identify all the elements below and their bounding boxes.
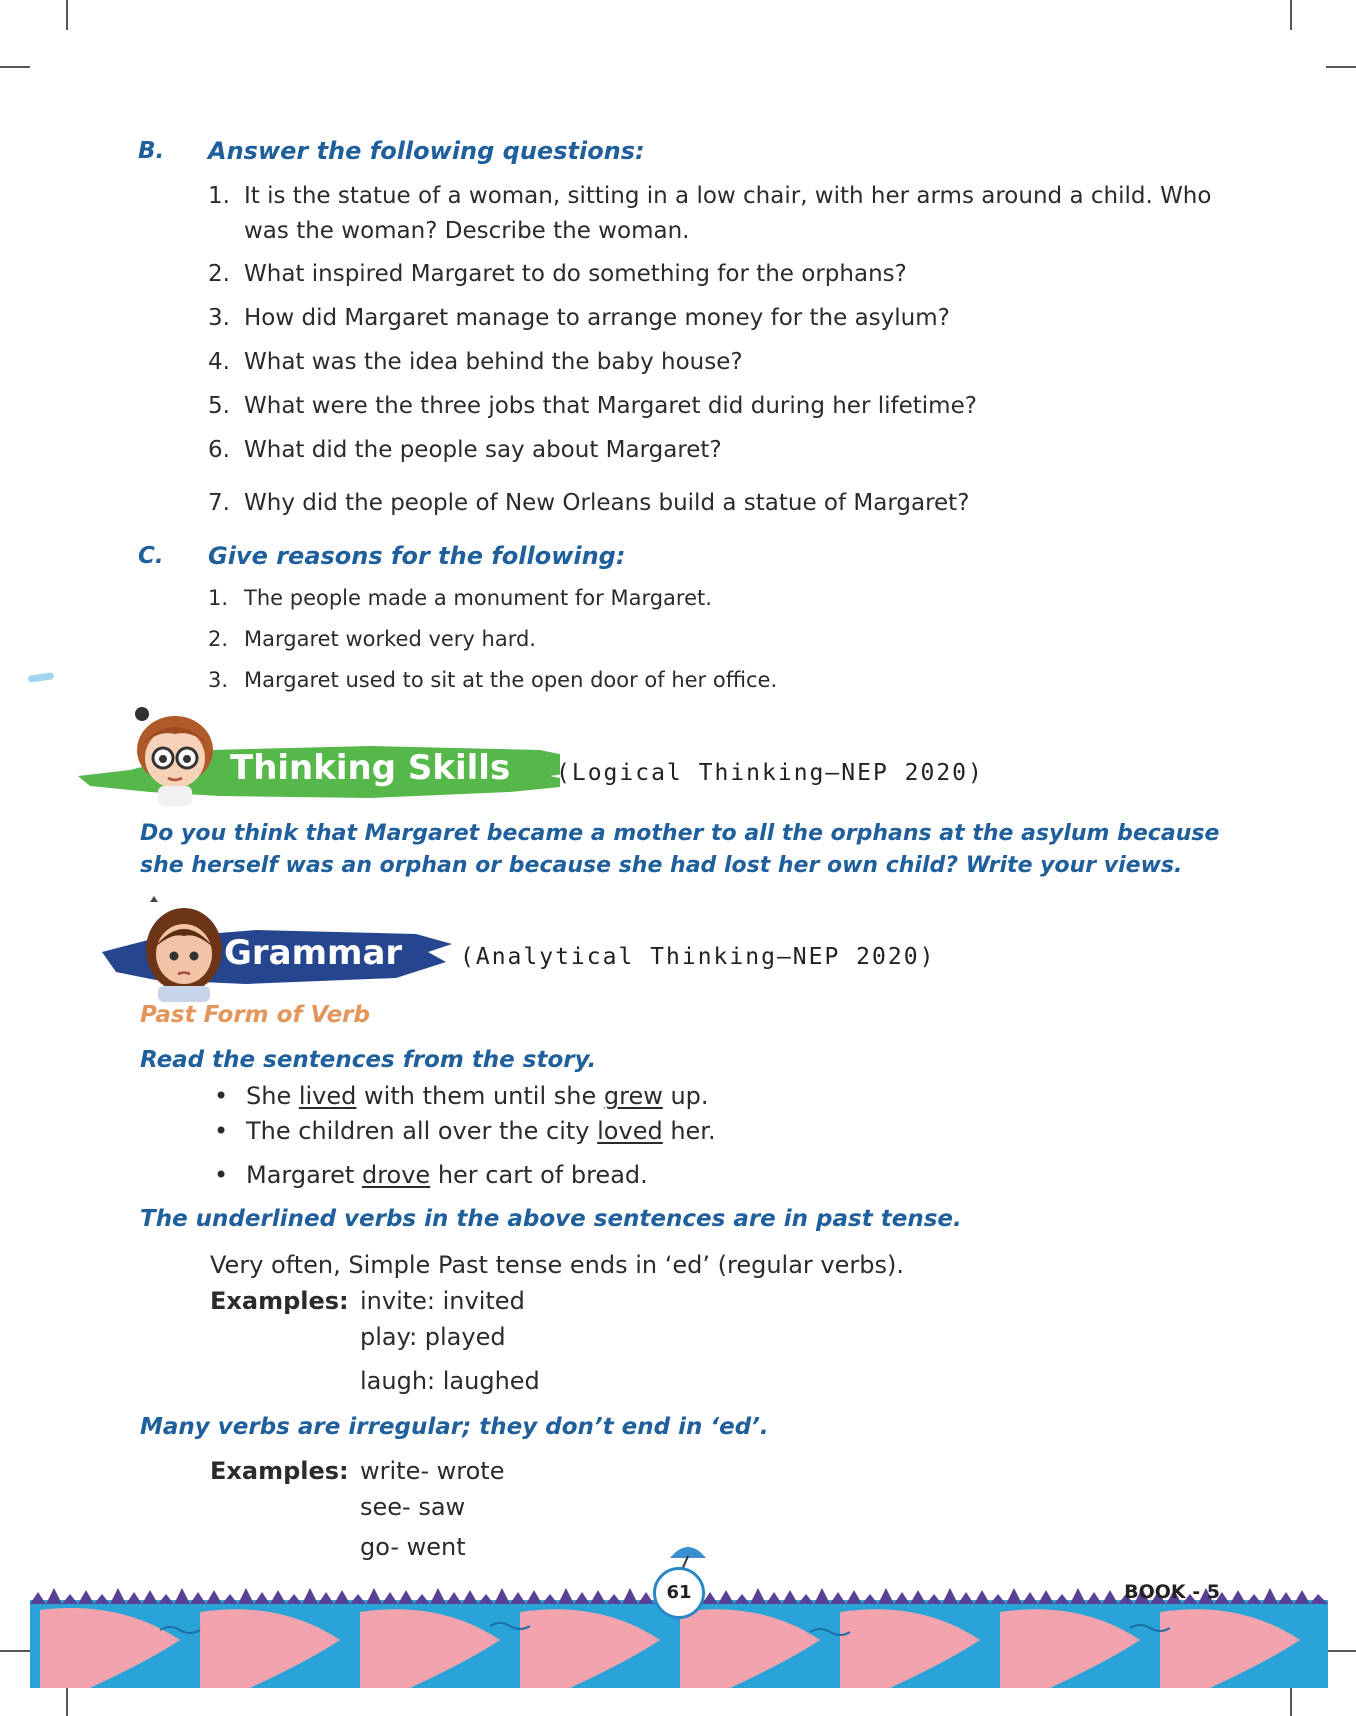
reason-text: Margaret used to sit at the open door of her office.: [244, 668, 778, 692]
thinking-prompt: Do you think that Margaret became a mother to all the orphans at the asylum because she herself was an orphan or because she had lost her own child? Write your views.: [140, 821, 1220, 878]
question-text: What inspired Margaret to do something for the orphans?: [244, 261, 907, 287]
grammar-note: (Analytical Thinking—NEP 2020): [460, 944, 936, 970]
irregular-example-1: write- wrote: [360, 1457, 505, 1485]
question-number: 5.: [208, 393, 230, 419]
bullet-dot: •: [214, 1082, 229, 1110]
question-number: 3.: [208, 305, 230, 331]
reason-number: 2.: [208, 627, 229, 651]
regular-example-1: invite: invited: [360, 1287, 525, 1315]
question-number: 1.: [208, 183, 230, 209]
section-c-letter: C.: [138, 543, 164, 569]
question-number: 6.: [208, 437, 230, 463]
regular-example-2: play: played: [360, 1323, 506, 1351]
reason-text: The people made a monument for Margaret.: [244, 586, 712, 610]
regular-examples-label: Examples:: [210, 1287, 349, 1315]
reason-text: Margaret worked very hard.: [244, 627, 536, 651]
reason-number: 1.: [208, 586, 229, 610]
section-b-letter: B.: [138, 138, 165, 164]
reason-number: 3.: [208, 668, 229, 692]
question-number: 7.: [208, 490, 230, 516]
underlined-verb: drove: [361, 1161, 431, 1189]
thinking-skills-title: Thinking Skills: [230, 748, 511, 788]
sentence-text: The children all over the city loved her.: [246, 1117, 716, 1145]
irregular-examples-label: Examples:: [210, 1457, 349, 1485]
crop-mark: [1290, 0, 1292, 30]
girl-portrait-icon: [146, 896, 222, 1002]
question-number: 4.: [208, 349, 230, 375]
thinking-skills-note: (Logical Thinking—NEP 2020): [556, 760, 984, 786]
crop-mark: [66, 1686, 68, 1716]
section-c-title: Give reasons for the following:: [208, 542, 626, 570]
crop-mark: [1326, 1650, 1356, 1652]
section-b-title: Answer the following questions:: [208, 137, 645, 165]
question-text: What were the three jobs that Margaret did during her lifetime?: [244, 393, 977, 419]
crop-mark: [66, 0, 68, 30]
crop-mark: [1290, 1686, 1292, 1716]
crop-mark: [1326, 66, 1356, 68]
bullet-dot: •: [214, 1161, 229, 1189]
grammar-title: Grammar: [224, 933, 403, 973]
irregular-example-2: see- saw: [360, 1493, 466, 1521]
sentence-text: She lived with them until she grew up.: [246, 1082, 709, 1110]
bullet-dot: •: [214, 1117, 229, 1145]
sentence-text: Margaret drove her cart of bread.: [246, 1161, 648, 1189]
irregular-example-3: go- went: [360, 1533, 466, 1561]
crop-mark: [0, 1650, 30, 1652]
regular-example-3: laugh: laughed: [360, 1367, 540, 1395]
regular-verbs-note: Very often, Simple Past tense ends in ‘ed’ (regular verbs).: [210, 1251, 904, 1279]
umbrella-icon: [668, 1542, 708, 1570]
question-text: What did the people say about Margaret?: [244, 437, 722, 463]
question-text: It is the statue of a woman, sitting in a low chair, with her arms around a child. Who was the woman? Describe the woman.: [244, 183, 1212, 244]
underlined-verb: grew: [603, 1082, 663, 1110]
read-heading: Read the sentences from the story.: [140, 1047, 597, 1073]
question-number: 2.: [208, 261, 230, 287]
underlined-verb: lived: [298, 1082, 357, 1110]
question-text: Why did the people of New Orleans build a statue of Margaret?: [244, 490, 970, 516]
grammar-subheading: Past Form of Verb: [140, 1002, 370, 1028]
page-number: 61: [653, 1567, 705, 1619]
irregular-heading: Many verbs are irregular; they don’t end in ‘ed’.: [140, 1414, 769, 1440]
underlined-verb: loved: [597, 1117, 663, 1145]
question-text: How did Margaret manage to arrange money for the asylum?: [244, 305, 950, 331]
book-label: BOOK - 5: [1124, 1581, 1220, 1603]
crop-mark: [0, 66, 30, 68]
past-tense-heading: The underlined verbs in the above sentences are in past tense.: [140, 1206, 962, 1232]
question-text: What was the idea behind the baby house?: [244, 349, 743, 375]
decorative-smudge: [28, 672, 55, 683]
